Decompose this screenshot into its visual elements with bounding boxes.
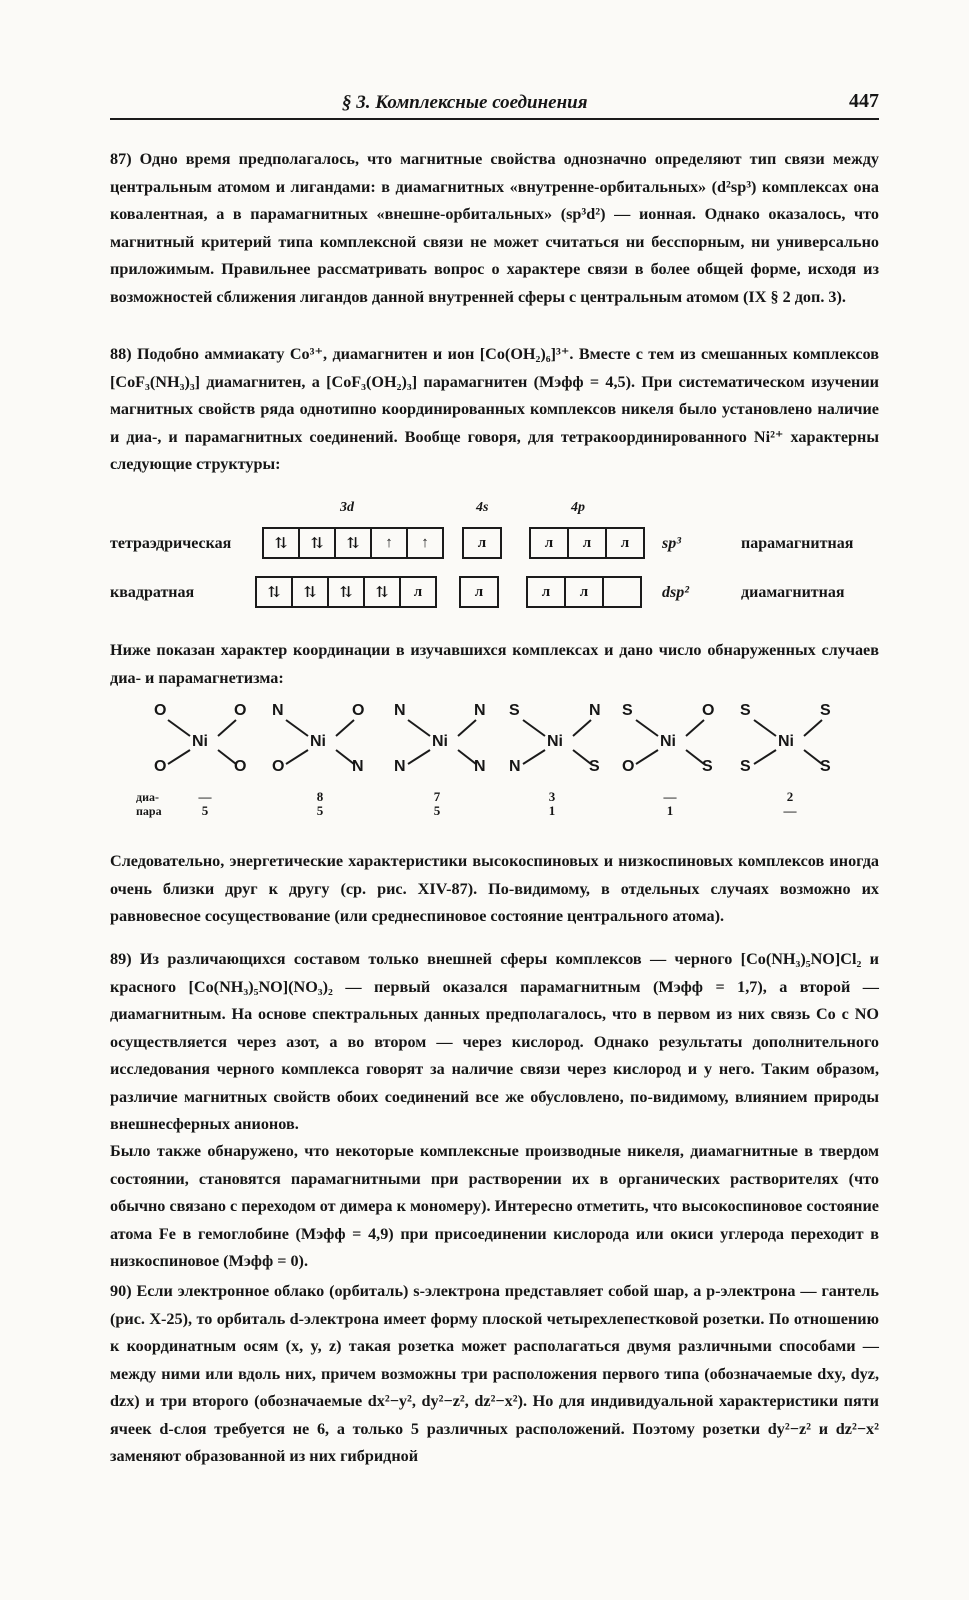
ligand-atom: N [272,702,284,719]
orbital-cell [604,578,640,606]
nickel-atom: Ni [547,733,563,750]
ligand-atom: S [740,758,751,775]
orbital-cell: ⇅ [293,578,329,606]
orbital-cell: л [531,529,569,557]
ligand-atom: N [474,758,486,775]
orbital-cell: ↑ [372,529,408,557]
orbital-cell: л [569,529,607,557]
structure-oooo [150,700,260,780]
orbital-cells-4s [459,576,499,608]
running-title: § 3. Комплексные соединения [342,92,588,113]
orbital-cell: л [566,578,604,606]
header-rule [110,118,879,120]
structure-snns [505,700,615,780]
orbital-cell: л [620,534,630,551]
ligand-atom: N [352,758,364,775]
dia-count: — [663,789,677,804]
orbital-cell: ⇅ [365,578,401,606]
ligand-atom: O [234,758,247,775]
para-count: 5 [316,803,324,818]
paragraph-87: 87) Одно время предполагалось, что магнитные свойства однозначно определяют тип связи между центральным атомом и лигандами: в диамагнитных «внутренне-орбитальных» (d²sp³) комплексах она ковалентная, а в парамагнитных «внешне-орбитальных» (sp³d²) — ионная. Однако оказалось, что магнитный критерий типа комплексной связи не может считаться ни бесспорным, ни универсально приложимым. Правильнее рассматривать вопрос о характере связи в более общей форме, исходя из возможностей сближения лигандов данной внутренней сферы с центральным атомом (IX § 2 доп. 3). [110,150,879,306]
dia-count: 3 [548,789,556,804]
hybrid-type: sp³ [662,535,682,552]
paragraph-below: Ниже показан характер координации в изучавшихся комплексах и дано число обнаруженных случаев диа- и парамагнетизма: [110,641,879,687]
orbital-header-3d: 3d [340,500,354,515]
ligand-atom: N [394,702,406,719]
magnetism: парамагнитная [741,535,854,552]
dia-count: — [198,789,212,804]
ligand-atom: N [589,702,601,719]
orbital-cell: л [528,578,566,606]
orbital-cells-3d [255,576,437,608]
ligand-atom: O [622,758,635,775]
nickel-atom: Ni [192,733,208,750]
para-count: — [783,803,797,818]
orbital-cell: л [474,583,484,600]
ligand-atom: S [740,702,751,719]
dia-count: 8 [316,789,324,804]
ligand-atom: N [394,758,406,775]
ligand-atom: N [509,758,521,775]
paragraph-also: Было также обнаружено, что некоторые комплексные производные никеля, диамагнитные в твердом состоянии, становятся парамагнитными при растворении их в органических растворителях (что обычно связано с переходом от димера к мономеру). Интересно отметить, что высокоспиновое состояние атома Fe в гемоглобине (Mэфф = 4,9) при присоединении кислорода или окиси углерода переходит в низкоспиновое (Mэфф = 0). [110,1142,879,1270]
page-header [110,88,879,120]
ligand-atom: S [589,758,600,775]
orbital-cell: ⇅ [300,529,336,557]
para-count: 5 [201,803,209,818]
nickel-atom: Ni [660,733,676,750]
orbital-cells-4s [462,527,502,559]
orbital-header-4p: 4p [571,500,585,515]
ligand-atom: N [474,702,486,719]
ligand-atom: S [509,702,520,719]
orbital-cells-4p [529,527,645,559]
orbital-cell: ↑ [421,534,429,551]
magnetism: диамагнитная [741,584,845,601]
structure-nooo [268,700,378,780]
orbital-header-4s: 4s [476,500,489,515]
ligand-atom: S [820,702,831,719]
ligand-atom: S [622,702,633,719]
ligand-atom: S [820,758,831,775]
dia-count: 7 [433,789,441,804]
nickel-atom: Ni [432,733,448,750]
ligand-atom: O [352,702,365,719]
nickel-atom: Ni [310,733,326,750]
row-label-dia: диа- [136,790,159,804]
paragraph-89: 89) Из различающихся составом только внешней сферы комплексов — черного [Co(NH₃)₅NO]Cl₂ и красного [Co(NH₃)₅NO](NO₃)₂ — первый оказался парамагнитным (Mэфф = 1,7), а второй — диамагнитным. На основе спектральных данных предполагалось, что в первом из них связь Co с NO осуществляется через азот, а во втором — через кислород. Однако результаты дополнительного исследования черного комплекса говорят за наличие связи через кислород и у него. Таким образом, различие магнитных свойств обоих соединений все же обусловлено, по-видимому, влиянием природы внешнесферных анионов. [110,950,879,1133]
ligand-atom: O [234,702,247,719]
orbital-cells-3d [262,527,444,559]
ligand-atom: O [154,758,167,775]
structure-nnnn [390,700,500,780]
row-label-para: пара [136,804,162,818]
ligand-atom: O [154,702,167,719]
structure-ssss [736,700,846,780]
orbital-row-label: тетраэдрическая [110,535,232,552]
orbital-cell: л [413,583,423,600]
ligand-atom: O [702,702,715,719]
para-count: 5 [433,803,441,818]
orbital-cell: ⇅ [336,529,372,557]
orbital-cell: ⇅ [264,529,300,557]
para-count: 1 [548,803,556,818]
orbital-cell: ⇅ [329,578,365,606]
page-number: 447 [849,90,879,112]
ligand-atom: O [272,758,285,775]
structure-soos [618,700,728,780]
orbital-cell: ⇅ [257,578,293,606]
paragraph-90: 90) Если электронное облако (орбиталь) s-электрона представляет собой шар, а p-электрона — гантель (рис. X-25), то орбиталь d-электрона имеет форму плоской четырехлепестковой розетки. По отношению к координатным осям (x, y, z) такая розетка может располагаться двумя различными способами — между ними или вдоль них, причем возможны три расположения первого типа (обозначаемые dxy, dyz, dzx) и три второго (обозначаемые dx²−y², dy²−z², dz²−x²). Но для индивидуальной характеристики пяти ячеек d-слоя требуется не 6, а только 5 различных расположений. Поэтому розетки dy²−z² и dz²−x² заменяют образованной из них гибридной [110,1282,879,1465]
nickel-atom: Ni [778,733,794,750]
orbital-row-label: квадратная [110,584,195,601]
para-count: 1 [666,803,674,818]
orbital-cells-4p [526,576,642,608]
orbital-cell: л [477,534,487,551]
ligand-atom: S [702,758,713,775]
paragraph-conclusion: Следовательно, энергетические характеристики высокоспиновых и низкоспиновых комплексов иногда очень близки друг к другу (ср. рис. XIV-87). По-видимому, в отдельных случаях возможно их равновесное сосуществование (или среднеспиновое состояние центрального атома). [110,852,879,925]
paragraph-88: 88) Подобно аммиакату Co³⁺, диамагнитен и ион [Co(OH₂)₆]³⁺. Вместе с тем из смешанных комплексов [CoF₃(NH₃)₃] диамагнитен, а [CoF₃(OH₂)₃] парамагнитен (Mэфф = 4,5). При систематическом изучении магнитных свойств ряда однотипно координированных комплексов никеля было установлено наличие и диа-, и парамагнитных соединений. Вообще говоря, для тетракоординированного Ni²⁺ характерны следующие структуры: [110,345,879,473]
dia-count: 2 [786,789,794,804]
hybrid-type: dsp² [662,584,690,601]
